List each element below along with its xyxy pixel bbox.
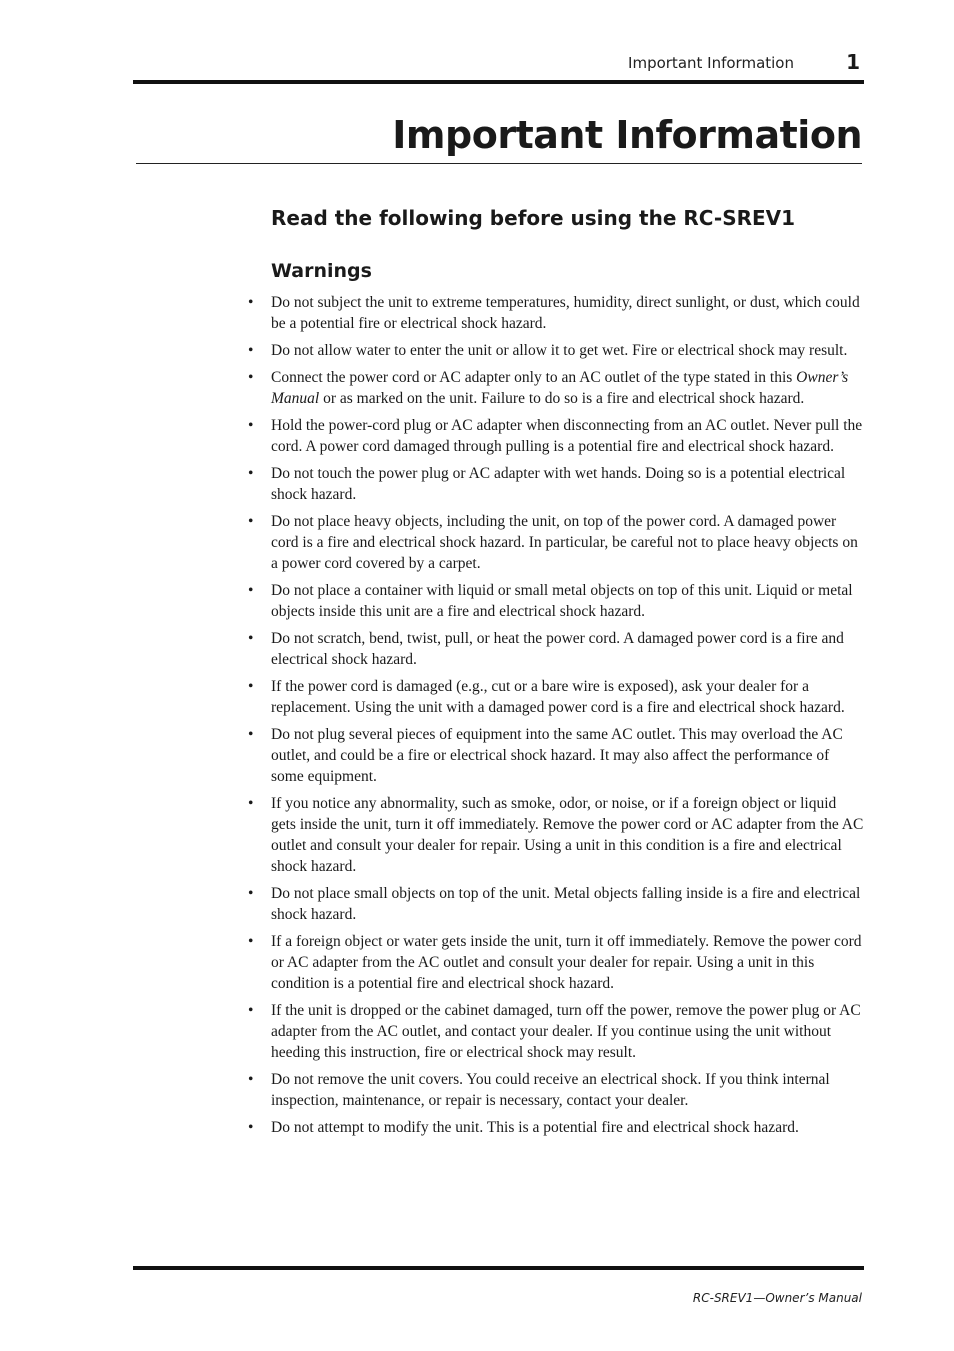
warning-item [248,292,864,334]
warning-item [248,463,864,505]
warning-text: Connect the power cord or AC adapter only to an AC outlet of the type stated in this [271,369,797,386]
warning-text: If the power cord is damaged (e.g., cut or a bare wire is exposed), ask your dealer for a replacement. Using the unit with a damaged power cord is a fire and electrical shock hazard. [271,678,845,716]
bullet-icon: • [248,678,254,695]
warning-item [248,1117,864,1138]
title-rule [136,163,862,164]
warning-text: or as marked on the unit. Failure to do so is a fire and electrical shock hazard. [319,390,805,407]
warning-text: Do not remove the unit covers. You could receive an electrical shock. If you think internal inspection, maintenance, or repair is necessary, contact your dealer. [271,1071,830,1109]
warning-item [248,367,864,409]
bullet-icon: • [248,582,254,599]
running-header-title: Important Information [628,54,794,72]
warning-text: Do not subject the unit to extreme temperatures, humidity, direct sunlight, or dust, which could be a potential fire or electrical shock hazard. [271,294,860,332]
bullet-icon: • [248,369,254,386]
warning-text: Do not allow water to enter the unit or allow it to get wet. Fire or electrical shock may result. [271,342,848,359]
page-title: Important Information [392,113,862,157]
warning-item [248,931,864,994]
warning-item [248,511,864,574]
warning-item [248,580,864,622]
bullet-icon: • [248,465,254,482]
warning-text: Do not place heavy objects, including the unit, on top of the power cord. A damaged power cord is a fire and electrical shock hazard. In particular, be careful not to place heavy objects on a power cord covered by a carpet. [271,513,858,572]
warning-item [248,415,864,457]
warning-item [248,340,864,361]
warning-item [248,1000,864,1063]
warning-item [248,724,864,787]
warning-item [248,628,864,670]
bullet-icon: • [248,294,254,311]
bullet-icon: • [248,885,254,902]
bullet-icon: • [248,1119,254,1136]
section-heading: Read the following before using the RC-SREV1 [271,206,796,230]
warning-text: Do not place small objects on top of the unit. Metal objects falling inside is a fire and electrical shock hazard. [271,885,861,923]
bullet-icon: • [248,342,254,359]
bullet-icon: • [248,513,254,530]
warning-text: If a foreign object or water gets inside the unit, turn it off immediately. Remove the power cord or AC adapter from the AC outlet and consult your dealer for repair. Using a unit in this condition is a potential fire and electrical shock hazard. [271,933,862,992]
bullet-icon: • [248,1002,254,1019]
warning-text: Do not touch the power plug or AC adapter with wet hands. Doing so is a potential electrical shock hazard. [271,465,846,503]
bullet-icon: • [248,726,254,743]
bullet-icon: • [248,1071,254,1088]
bullet-icon: • [248,417,254,434]
warnings-heading: Warnings [271,260,372,282]
warning-text: If the unit is dropped or the cabinet damaged, turn off the power, remove the power plug or AC adapter from the AC outlet, and contact your dealer. If you continue using the unit without heeding this instruction, fire or electrical shock may result. [271,1002,861,1061]
footer-rule [133,1266,864,1270]
bullet-icon: • [248,630,254,647]
page-footer: RC-SREV1—Owner’s Manual [692,1291,862,1305]
warning-text: Do not attempt to modify the unit. This is a potential fire and electrical shock hazard. [271,1119,799,1136]
warning-text: If you notice any abnormality, such as smoke, odor, or noise, or if a foreign object or liquid gets inside the unit, turn it off immediately. Remove the power cord or AC adapter from the AC outlet and consult your dealer for repair. Using a unit in this condition is a fire and electrical shock hazard. [271,795,864,875]
manual-title: Owner’s Manual [271,369,849,407]
bullet-icon: • [248,795,254,812]
warning-text: Do not scratch, bend, twist, pull, or heat the power cord. A damaged power cord is a fire and electrical shock hazard. [271,630,844,668]
warning-text: Do not place a container with liquid or small metal objects on top of this unit. Liquid or metal objects inside this unit are a fire and electrical shock hazard. [271,582,853,620]
bullet-icon: • [248,933,254,950]
warning-text: Do not plug several pieces of equipment into the same AC outlet. This may overload the AC outlet, and could be a fire or electrical shock hazard. It may also affect the performance of some equipment. [271,726,843,785]
chapter-number: 1 [846,50,860,74]
header-rule [133,80,864,84]
warnings-list [248,292,864,1144]
warning-item [248,883,864,925]
warning-item [248,676,864,718]
warning-item [248,1069,864,1111]
running-header [133,50,864,78]
warning-item [248,793,864,877]
warning-text: Hold the power-cord plug or AC adapter when disconnecting from an AC outlet. Never pull the cord. A power cord damaged through pulling is a potential fire and electrical shock hazard. [271,417,863,455]
